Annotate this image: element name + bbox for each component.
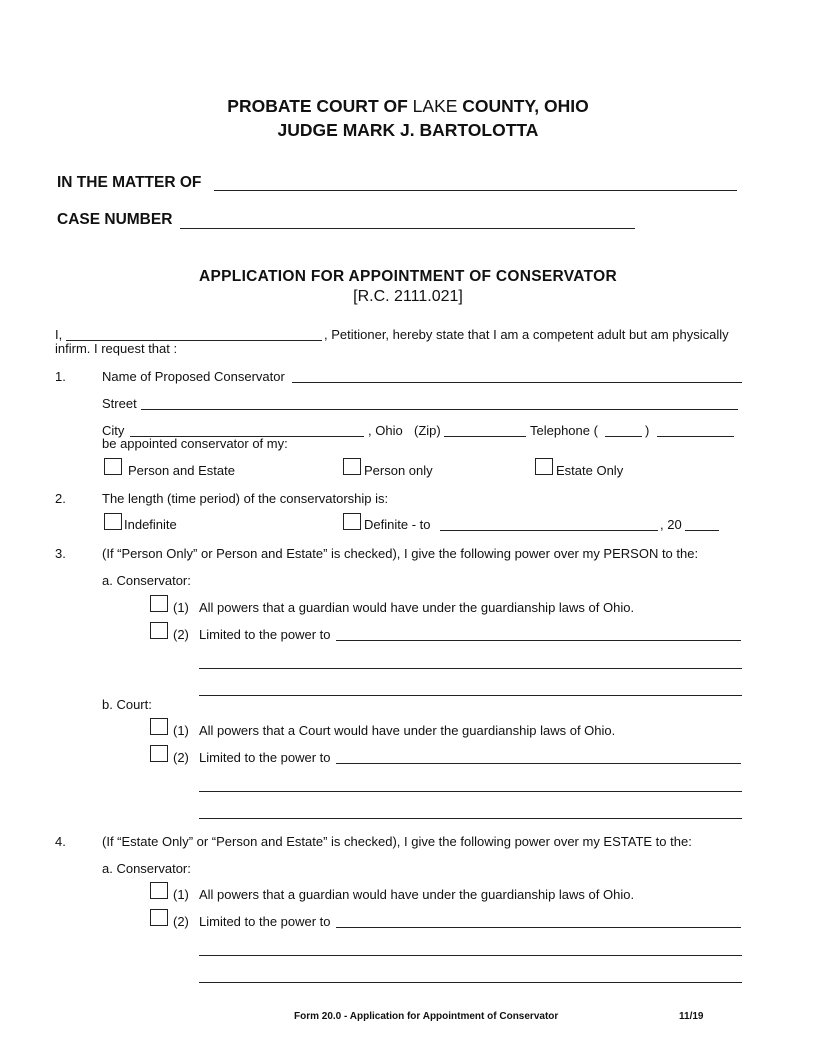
street-label: Street: [102, 396, 137, 411]
county-name: LAKE: [412, 96, 458, 116]
indefinite-checkbox[interactable]: [104, 513, 122, 530]
city-label: City: [102, 423, 125, 438]
matter-label: IN THE MATTER OF: [57, 174, 202, 191]
year-input[interactable]: [685, 530, 719, 531]
person-court-limited-input[interactable]: [336, 763, 741, 764]
estate-only-checkbox[interactable]: [535, 458, 553, 475]
conservator-name-label: Name of Proposed Conservator: [102, 369, 285, 384]
estate-conservator-limited-text: Limited to the power to: [199, 914, 331, 929]
estate-conservator-limited-number: (2): [173, 914, 189, 929]
person-conservator-all-powers-checkbox[interactable]: [150, 595, 168, 612]
person-conservator-all-number: (1): [173, 600, 189, 615]
judge-name: JUDGE MARK J. BARTOLOTTA: [277, 120, 539, 140]
estate-conservator-limited-checkbox[interactable]: [150, 909, 168, 926]
case-number-input[interactable]: [180, 228, 635, 229]
definite-label: Definite - to: [364, 517, 431, 532]
year-prefix: , 20: [660, 517, 682, 532]
length-question: The length (time period) of the conservatorship is:: [102, 491, 389, 506]
person-conservator-limited-checkbox[interactable]: [150, 622, 168, 639]
person-only-label: Person only: [364, 463, 433, 478]
area-code-input[interactable]: [605, 436, 642, 437]
estate-conservator-all-powers-checkbox[interactable]: [150, 882, 168, 899]
court-title: [0, 96, 816, 117]
person-court-limited-line-3[interactable]: [199, 818, 742, 819]
estate-conservator-limited-input[interactable]: [336, 927, 741, 928]
zip-input[interactable]: [444, 436, 526, 437]
court-prefix: PROBATE COURT OF: [227, 96, 413, 116]
person-court-all-powers-checkbox[interactable]: [150, 718, 168, 735]
person-only-checkbox[interactable]: [343, 458, 361, 475]
estate-conservator-label: a. Conservator:: [102, 861, 191, 876]
request-line: infirm. I request that :: [55, 341, 178, 356]
person-court-all-text: All powers that a Court would have under the guardianship laws of Ohio.: [199, 723, 616, 738]
estate-conservator-limited-line-2[interactable]: [199, 955, 742, 956]
section-4-number: 4.: [55, 834, 66, 849]
estate-conservator-limited-line-3[interactable]: [199, 982, 742, 983]
person-court-limited-checkbox[interactable]: [150, 745, 168, 762]
section-2-number: 2.: [55, 491, 66, 506]
appointed-text: be appointed conservator of my:: [102, 436, 288, 451]
section-1-number: 1.: [55, 369, 66, 384]
estate-conservator-all-number: (1): [173, 887, 189, 902]
footer-form-name: Form 20.0 - Application for Appointment of Conservator: [294, 1011, 559, 1022]
person-conservator-label: a. Conservator:: [102, 573, 191, 588]
indefinite-label: Indefinite: [124, 517, 177, 532]
person-conservator-limited-number: (2): [173, 627, 189, 642]
street-input[interactable]: [141, 409, 738, 410]
person-conservator-limited-input[interactable]: [336, 640, 741, 641]
definite-checkbox[interactable]: [343, 513, 361, 530]
section-3-number: 3.: [55, 546, 66, 561]
telephone-input[interactable]: [657, 436, 734, 437]
petitioner-statement: , Petitioner, hereby state that I am a competent adult but am physically: [324, 327, 729, 342]
zip-label: (Zip): [414, 423, 441, 438]
person-court-all-number: (1): [173, 723, 189, 738]
telephone-label: Telephone (: [530, 423, 598, 438]
i-label: I,: [55, 327, 63, 342]
conservator-name-input[interactable]: [292, 382, 742, 383]
person-court-limited-number: (2): [173, 750, 189, 765]
footer-revision-date: 11/19: [679, 1011, 704, 1022]
person-conservator-all-text: All powers that a guardian would have under the guardianship laws of Ohio.: [199, 600, 635, 615]
person-conservator-limited-text: Limited to the power to: [199, 627, 331, 642]
estate-only-label: Estate Only: [556, 463, 624, 478]
person-and-estate-checkbox[interactable]: [104, 458, 122, 475]
person-powers-question: (If “Person Only” or Person and Estate” is checked), I give the following power over my PERSON to the:: [102, 546, 699, 561]
person-court-limited-line-2[interactable]: [199, 791, 742, 792]
person-court-label: b. Court:: [102, 697, 152, 712]
estate-conservator-all-text: All powers that a guardian would have under the guardianship laws of Ohio.: [199, 887, 635, 902]
definite-end-date-input[interactable]: [440, 530, 658, 531]
person-conservator-limited-line-2[interactable]: [199, 668, 742, 669]
estate-powers-question: (If “Estate Only” or “Person and Estate” is checked), I give the following power over my ESTATE to the:: [102, 834, 692, 849]
person-and-estate-label: Person and Estate: [128, 463, 235, 478]
telephone-close-paren: ): [645, 423, 650, 438]
case-number-label: CASE NUMBER: [57, 211, 173, 228]
person-conservator-limited-line-3[interactable]: [199, 695, 742, 696]
person-court-limited-text: Limited to the power to: [199, 750, 331, 765]
statute-reference: [R.C. 2111.021]: [353, 288, 463, 305]
form-title: APPLICATION FOR APPOINTMENT OF CONSERVATOR: [199, 268, 617, 285]
court-suffix: COUNTY, OHIO: [457, 96, 589, 116]
ohio-label: , Ohio: [368, 423, 403, 438]
matter-input[interactable]: [214, 190, 737, 191]
